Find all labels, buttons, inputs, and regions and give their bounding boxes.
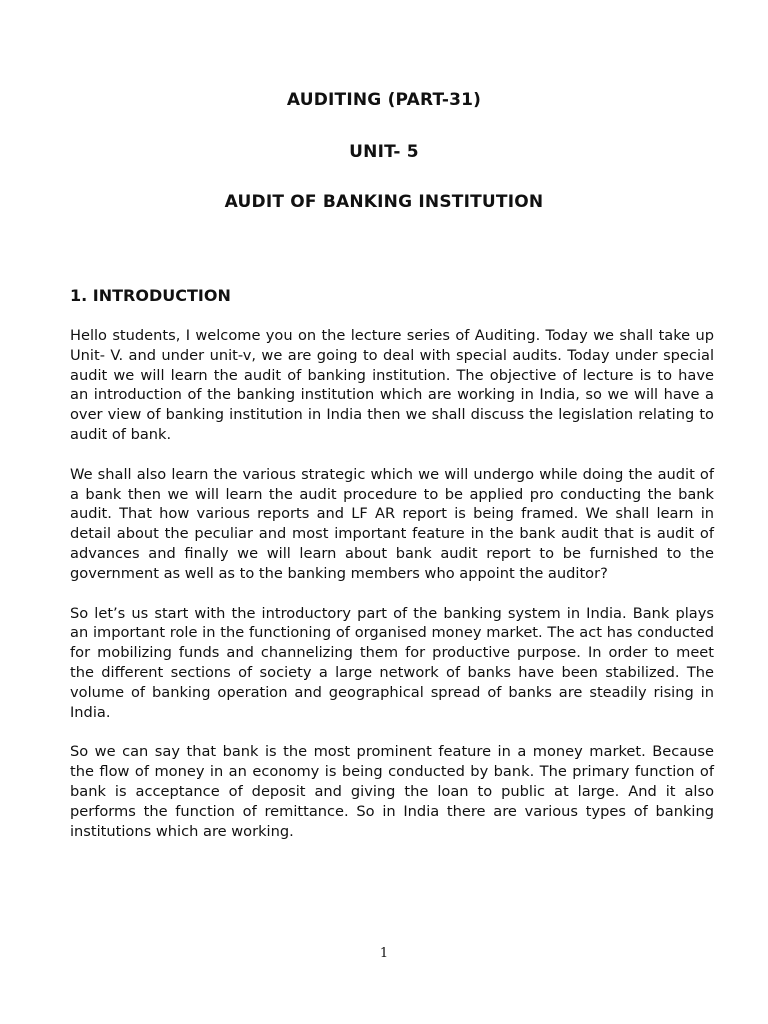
page-number: 1: [379, 946, 389, 961]
document-subtitle: AUDIT OF BANKING INSTITUTION: [224, 192, 544, 212]
paragraph: So let’s us start with the introductory part of the banking system in India. Bank plays an important role in the functioning of organised money market. The act has conducted for mobilizing funds and channelizing them for productive purpose. In order to meet the different sections of society a large network of banks have been stabilized. The volume of banking operation and geographical spread of banks are steadily rising in India.: [70, 604, 714, 721]
document-body: [70, 326, 714, 861]
paragraph: Hello students, I welcome you on the lecture series of Auditing. Today we shall take up Unit- V. and under unit-v, we are going to deal with special audits. Today under special audit we will learn the audit of banking institution. The objective of lecture is to have an introduction of the banking institution which are working in India, so we will have a over view of banking institution in India then we shall discuss the legislation relating to audit of bank.: [70, 327, 714, 443]
section-heading-introduction: 1. INTRODUCTION: [70, 286, 231, 305]
paragraph: So we can say that bank is the most prominent feature in a money market. Because the flow of money in an economy is being conducted by bank. The primary function of bank is acceptance of deposit and giving the loan to public at large. And it also performs the function of remittance. So in India there are various types of banking institutions which are working.: [70, 743, 714, 840]
unit-heading: UNIT- 5: [349, 142, 419, 162]
paragraph: We shall also learn the various strategic which we will undergo while doing the audit of a bank then we will learn the audit procedure to be applied pro conducting the bank audit. That how various reports and LF AR report is being framed. We shall learn in detail about the peculiar and most important feature in the bank audit that is audit of advances and finally we will learn about bank audit report to be furnished to the government as well as to the banking members who appoint the auditor?: [70, 465, 714, 582]
document-title: AUDITING (PART-31): [286, 90, 482, 110]
